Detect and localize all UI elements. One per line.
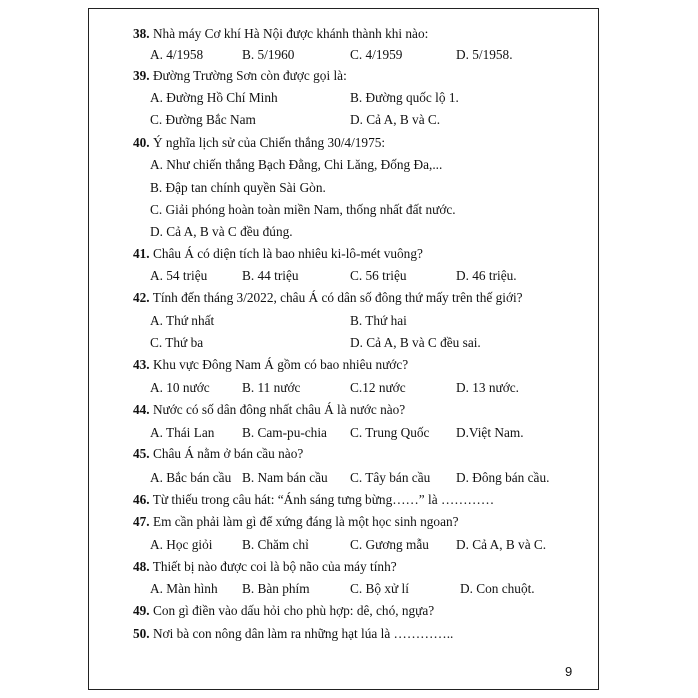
question-49 [133,603,434,619]
question-47 [133,514,459,530]
option-b: B. 5/1960 [242,47,295,62]
question-39 [133,68,347,84]
question-45 [133,446,303,462]
option-b: B. Chăm chỉ [242,537,309,552]
option-a: A. Thái Lan [150,425,215,440]
option-b: B. Nam bán cầu [242,470,328,485]
option-a: A. 4/1958 [150,47,204,62]
option-b: B. Đập tan chính quyền Sài Gòn. [150,180,326,195]
option-d: D. Cả A, B và C đều sai. [350,335,481,350]
question-number: 44. [133,402,150,417]
question-number: 50. [133,626,150,641]
question-number: 41. [133,246,150,261]
question-text: Nhà máy Cơ khí Hà Nội được khánh thành khi nào: [152,26,429,41]
option-c: C. Gương mẫu [350,537,429,552]
option-d: D. 5/1958. [456,47,513,62]
option-d: D. Cả A, B và C đều đúng. [150,224,293,239]
option-c: C.12 nước [350,380,406,395]
option-d: D. Cả A, B và C. [350,112,441,127]
question-text: Khu vực Đông Nam Á gồm có bao nhiêu nước? [152,357,409,372]
option-d: D. Đông bán cầu. [456,470,550,485]
option-d: D.Việt Nam. [456,425,524,440]
option-a: A. 10 nước [150,380,210,395]
question-number: 39. [133,68,150,83]
option-c: C. Giải phóng hoàn toàn miền Nam, thống nhất đất nước. [150,202,456,217]
question-text: Từ thiếu trong câu hát: “Ánh sáng tưng bừng……” là ………… [152,492,495,507]
question-number: 48. [133,559,150,574]
option-c: C. Trung Quốc [350,425,430,440]
option-a: A. Học giỏi [150,537,213,552]
question-40 [133,135,385,151]
option-b: B. Bàn phím [242,581,310,596]
option-d: D. 13 nước. [456,380,519,395]
question-number: 45. [133,446,150,461]
question-text: Con gì điền vào dấu hỏi cho phù hợp: dê, chó, ngựa? [152,603,435,618]
question-number: 46. [133,492,150,507]
question-43 [133,357,408,373]
option-a: A. Thứ nhất [150,313,215,328]
option-b: B. Cam-pu-chia [242,425,327,440]
page-number: 9 [565,664,573,679]
question-text: Ý nghĩa lịch sử của Chiến thắng 30/4/1975: [152,135,386,150]
option-c: C. 4/1959 [350,47,403,62]
option-c: C. Đường Bắc Nam [150,112,256,127]
option-a: A. Đường Hồ Chí Minh [150,90,278,105]
question-text: Em cần phải làm gì để xứng đáng là một học sinh ngoan? [152,514,459,529]
option-b: B. Thứ hai [350,313,407,328]
option-a: A. Như chiến thắng Bạch Đằng, Chi Lăng, Đống Đa,... [150,157,443,172]
question-number: 38. [133,26,150,41]
question-number: 42. [133,290,150,305]
question-text: Nơi bà con nông dân làm ra những hạt lúa là ………….. [152,626,454,641]
question-number: 43. [133,357,150,372]
question-38 [133,26,428,42]
option-b: B. 11 nước [242,380,301,395]
option-a: A. 54 triệu [150,268,208,283]
option-d: D. Con chuột. [460,581,535,596]
question-text: Nước có số dân đông nhất châu Á là nước nào? [152,402,406,417]
question-42 [133,290,523,306]
option-d: D. 46 triệu. [456,268,517,283]
question-text: Đường Trường Sơn còn được gọi là: [152,68,347,83]
option-b: B. Đường quốc lộ 1. [350,90,459,105]
question-text: Châu Á nằm ở bán cầu nào? [152,446,304,461]
question-48 [133,559,397,575]
question-text: Thiết bị nào được coi là bộ não của máy tính? [152,559,397,574]
option-a: A. Màn hình [150,581,218,596]
question-number: 40. [133,135,150,150]
question-50 [133,626,453,642]
question-44 [133,402,405,418]
question-number: 47. [133,514,150,529]
question-text: Châu Á có diện tích là bao nhiêu ki-lô-mét vuông? [152,246,423,261]
option-c: C. Thứ ba [150,335,204,350]
question-text: Tính đến tháng 3/2022, châu Á có dân số đông thứ mấy trên thế giới? [152,290,523,305]
question-number: 49. [133,603,150,618]
option-a: A. Bắc bán cầu [150,470,232,485]
option-c: C. Tây bán cầu [350,470,431,485]
option-c: C. 56 triệu [350,268,407,283]
option-d: D. Cả A, B và C. [456,537,547,552]
question-46 [133,492,494,508]
option-c: C. Bộ xử lí [350,581,409,596]
option-b: B. 44 triệu [242,268,299,283]
question-41 [133,246,423,262]
